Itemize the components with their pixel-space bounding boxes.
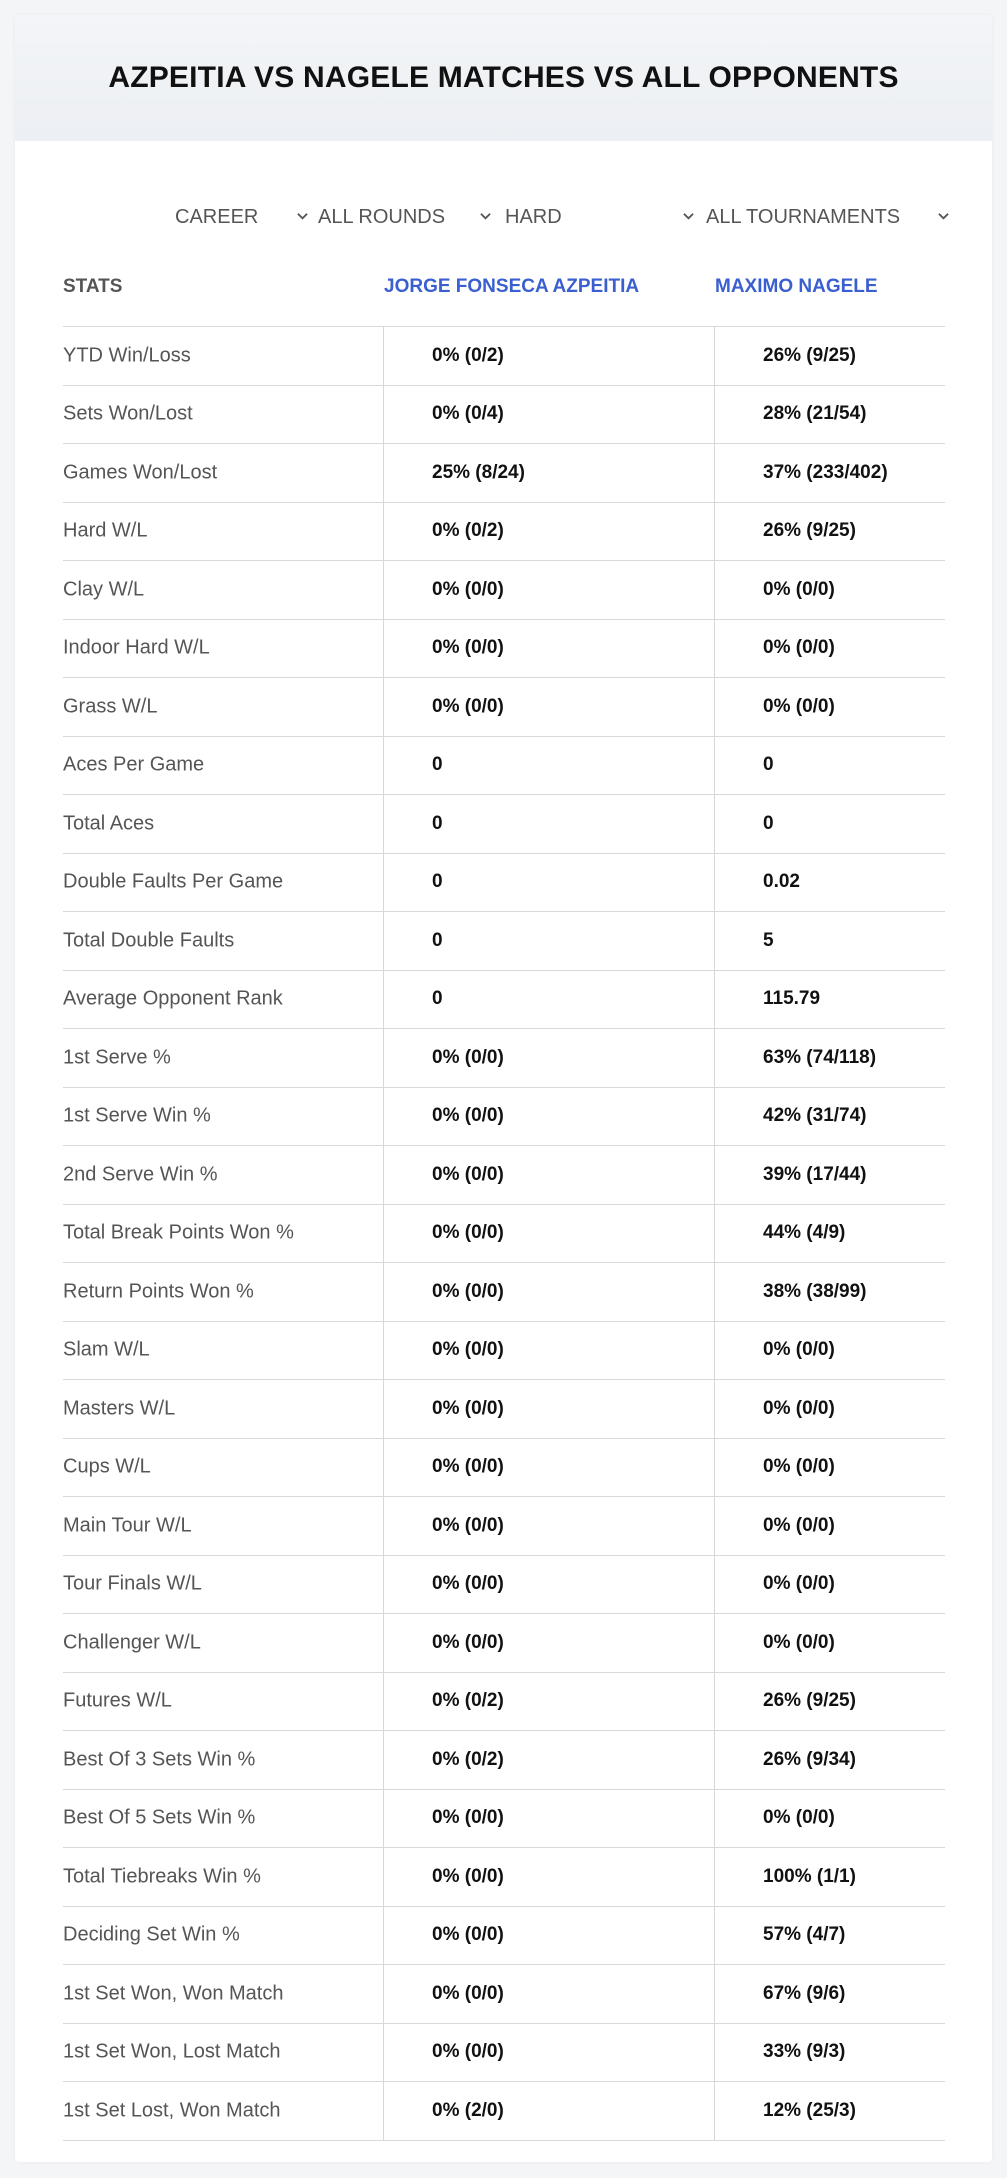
stat-label: 1st Set Won, Won Match (63, 1982, 284, 2005)
column-divider (714, 1029, 715, 1088)
column-divider (714, 1146, 715, 1205)
column-divider (714, 327, 715, 386)
player1-stat-value: 0 (432, 754, 443, 776)
player2-stat-value: 42% (31/74) (763, 1105, 867, 1127)
player1-stat-value: 0% (0/4) (432, 403, 504, 425)
stat-label: Return Points Won % (63, 1280, 254, 1303)
player2-stat-value: 26% (9/25) (763, 344, 856, 366)
chevron-down-icon (297, 211, 308, 222)
player1-stat-value: 0% (0/0) (432, 1046, 504, 1068)
page-header (15, 15, 992, 141)
player1-stat-value: 0% (0/2) (432, 344, 504, 366)
stat-label: Slam W/L (63, 1338, 150, 1361)
column-divider (383, 1848, 384, 1907)
column-divider (383, 1380, 384, 1439)
table-row (63, 1146, 945, 1205)
chevron-down-icon (683, 211, 694, 222)
table-header (63, 247, 945, 327)
column-divider (383, 1556, 384, 1615)
table-row (63, 1556, 945, 1615)
stat-label: Games Won/Lost (63, 461, 218, 484)
player2-stat-value: 115.79 (763, 988, 821, 1010)
player2-stat-value: 0% (0/0) (763, 1573, 835, 1595)
period-select[interactable] (175, 187, 315, 247)
player2-stat-value: 37% (233/402) (763, 461, 888, 483)
column-divider (383, 912, 384, 971)
table-row (63, 912, 945, 971)
player2-stat-value: 0% (0/0) (763, 578, 835, 600)
player2-stat-value: 38% (38/99) (763, 1280, 867, 1302)
column-divider (714, 503, 715, 562)
player2-stat-value: 26% (9/25) (763, 520, 856, 542)
column-divider (383, 1029, 384, 1088)
player2-stat-value: 63% (74/118) (763, 1046, 877, 1068)
player1-stat-value: 25% (8/24) (432, 461, 525, 483)
player2-stat-value: 0 (763, 812, 774, 834)
player1-stat-value: 0% (0/0) (432, 1456, 504, 1478)
table-row (63, 1614, 945, 1673)
column-divider (383, 444, 384, 503)
player1-stat-value: 0% (0/0) (432, 1807, 504, 1829)
table-row (63, 620, 945, 679)
period-select-value: CAREER (175, 205, 259, 228)
table-row (63, 1380, 945, 1439)
table-body (63, 327, 945, 2141)
player1-stat-value: 0% (0/0) (432, 695, 504, 717)
surface-select-value: HARD (505, 205, 562, 228)
player2-stat-value: 0% (0/0) (763, 1339, 835, 1361)
table-row (63, 1322, 945, 1381)
player2-stat-value: 0% (0/0) (763, 1397, 835, 1419)
column-divider (714, 678, 715, 737)
round-select[interactable] (318, 187, 498, 247)
column-divider (714, 1322, 715, 1381)
player1-stat-value: 0% (0/0) (432, 1573, 504, 1595)
column-divider (383, 1907, 384, 1966)
stat-label: Best Of 3 Sets Win % (63, 1748, 256, 1771)
column-divider (383, 971, 384, 1030)
player1-link[interactable]: JORGE FONSECA AZPEITIA (384, 275, 640, 297)
column-divider (714, 444, 715, 503)
stat-label: Total Double Faults (63, 929, 235, 952)
stat-label: 1st Serve Win % (63, 1104, 211, 1127)
player1-stat-value: 0% (0/0) (432, 1280, 504, 1302)
player2-stat-value: 33% (9/3) (763, 2041, 846, 2063)
chevron-down-icon (480, 211, 491, 222)
stat-label: 1st Serve % (63, 1046, 171, 1069)
column-divider (714, 561, 715, 620)
table-row (63, 1088, 945, 1147)
table-row (63, 327, 945, 386)
column-divider (383, 1731, 384, 1790)
player2-stat-value: 0% (0/0) (763, 1456, 835, 1478)
stat-label: Hard W/L (63, 519, 148, 542)
column-divider (383, 854, 384, 913)
column-divider (383, 1614, 384, 1673)
stats-column-header: STATS (63, 275, 123, 297)
player2-stat-value: 0% (0/0) (763, 695, 835, 717)
table-row (63, 503, 945, 562)
player2-stat-value: 28% (21/54) (763, 403, 867, 425)
stat-label: Best Of 5 Sets Win % (63, 1806, 256, 1829)
player1-stat-value: 0% (0/0) (432, 578, 504, 600)
stat-label: 2nd Serve Win % (63, 1163, 218, 1186)
stat-label: Indoor Hard W/L (63, 636, 210, 659)
player1-stat-value: 0% (2/0) (432, 2099, 504, 2121)
column-divider (383, 2024, 384, 2083)
player2-stat-value: 0% (0/0) (763, 1514, 835, 1536)
column-divider (383, 1146, 384, 1205)
column-divider (383, 1790, 384, 1849)
column-divider (714, 1088, 715, 1147)
player2-stat-value: 0.02 (763, 871, 800, 893)
table-row (63, 561, 945, 620)
stats-card (15, 15, 992, 2162)
stat-label: Tour Finals W/L (63, 1572, 202, 1595)
player2-stat-value: 39% (17/44) (763, 1163, 867, 1185)
column-divider (714, 1673, 715, 1732)
player1-stat-value: 0% (0/0) (432, 1631, 504, 1653)
player2-stat-value: 12% (25/3) (763, 2099, 856, 2121)
chevron-down-icon (938, 211, 949, 222)
table-row (63, 737, 945, 796)
column-divider (714, 1439, 715, 1498)
table-row (63, 971, 945, 1030)
column-divider (714, 1848, 715, 1907)
column-divider (714, 2024, 715, 2083)
column-divider (383, 795, 384, 854)
column-divider (383, 1497, 384, 1556)
column-divider (383, 503, 384, 562)
column-divider (383, 1088, 384, 1147)
player2-stat-value: 0 (763, 754, 774, 776)
column-divider (383, 1965, 384, 2024)
column-divider (714, 795, 715, 854)
column-divider (383, 1263, 384, 1322)
table-row (63, 1673, 945, 1732)
table-row (63, 386, 945, 445)
table-row (63, 1497, 945, 1556)
player1-stat-value: 0% (0/2) (432, 520, 504, 542)
stat-label: Aces Per Game (63, 753, 205, 776)
column-divider (714, 1907, 715, 1966)
player2-stat-value: 57% (4/7) (763, 1924, 846, 1946)
player1-stat-value: 0% (0/0) (432, 1982, 504, 2004)
table-row (63, 2082, 945, 2141)
tournament-select[interactable] (706, 187, 956, 247)
stat-label: Total Tiebreaks Win % (63, 1865, 261, 1888)
column-divider (383, 1322, 384, 1381)
column-divider (714, 971, 715, 1030)
column-divider (383, 1205, 384, 1264)
column-divider (383, 620, 384, 679)
player1-stat-value: 0% (0/0) (432, 1397, 504, 1419)
table-row (63, 1731, 945, 1790)
column-divider (714, 912, 715, 971)
column-divider (383, 1673, 384, 1732)
player1-stat-value: 0 (432, 988, 443, 1010)
column-divider (383, 737, 384, 796)
column-divider (714, 1556, 715, 1615)
column-divider (714, 620, 715, 679)
table-row (63, 1029, 945, 1088)
player1-stat-value: 0% (0/0) (432, 1339, 504, 1361)
column-divider (714, 1497, 715, 1556)
stat-label: Average Opponent Rank (63, 987, 283, 1010)
player2-stat-value: 67% (9/6) (763, 1982, 846, 2004)
stat-label: Clay W/L (63, 578, 145, 601)
table-row (63, 1205, 945, 1264)
column-divider (714, 2082, 715, 2141)
table-row (63, 1263, 945, 1322)
table-row (63, 2024, 945, 2083)
stat-label: 1st Set Won, Lost Match (63, 2040, 281, 2063)
column-divider (383, 561, 384, 620)
player1-stat-value: 0% (0/0) (432, 637, 504, 659)
column-divider (714, 1790, 715, 1849)
stat-label: Total Break Points Won % (63, 1221, 294, 1244)
surface-select[interactable] (505, 187, 703, 247)
stat-label: Challenger W/L (63, 1631, 201, 1654)
stat-label: Total Aces (63, 812, 155, 835)
player2-stat-value: 0% (0/0) (763, 637, 835, 659)
table-row (63, 1439, 945, 1498)
stat-label: YTD Win/Loss (63, 344, 191, 367)
column-divider (383, 2082, 384, 2141)
player2-stat-value: 44% (4/9) (763, 1222, 846, 1244)
table-row (63, 678, 945, 737)
column-divider (714, 1614, 715, 1673)
player2-stat-value: 5 (763, 929, 774, 951)
stats-table (63, 247, 945, 2141)
stat-label: Double Faults Per Game (63, 870, 284, 893)
player1-stat-value: 0 (432, 929, 443, 951)
table-row (63, 795, 945, 854)
player1-stat-value: 0% (0/0) (432, 1222, 504, 1244)
table-row (63, 1848, 945, 1907)
stat-label: Main Tour W/L (63, 1514, 192, 1537)
table-row (63, 1907, 945, 1966)
player1-stat-value: 0% (0/0) (432, 1105, 504, 1127)
player1-stat-value: 0% (0/2) (432, 1690, 504, 1712)
column-divider (383, 386, 384, 445)
table-row (63, 1790, 945, 1849)
column-divider (714, 1965, 715, 2024)
column-divider (714, 854, 715, 913)
player1-stat-value: 0% (0/0) (432, 1924, 504, 1946)
player1-stat-value: 0 (432, 871, 443, 893)
player1-stat-value: 0% (0/0) (432, 1163, 504, 1185)
page-title: AZPEITIA VS NAGELE MATCHES VS ALL OPPONENTS (108, 61, 899, 94)
column-divider (383, 1439, 384, 1498)
tournament-select-value: ALL TOURNAMENTS (706, 205, 901, 228)
table-row (63, 1965, 945, 2024)
column-divider (714, 386, 715, 445)
player2-link[interactable]: MAXIMO NAGELE (715, 275, 878, 297)
player2-stat-value: 100% (1/1) (763, 1865, 856, 1887)
player2-stat-value: 26% (9/25) (763, 1690, 856, 1712)
column-divider (383, 327, 384, 386)
filter-bar (15, 187, 992, 247)
stat-label: Cups W/L (63, 1455, 151, 1478)
column-divider (714, 1263, 715, 1322)
column-divider (714, 1731, 715, 1790)
player2-stat-value: 26% (9/34) (763, 1748, 856, 1770)
stat-label: Grass W/L (63, 695, 158, 718)
player1-stat-value: 0% (0/0) (432, 1514, 504, 1536)
stat-label: Deciding Set Win % (63, 1923, 240, 1946)
stat-label: Sets Won/Lost (63, 402, 193, 425)
column-divider (383, 678, 384, 737)
stat-label: Futures W/L (63, 1689, 172, 1712)
player2-stat-value: 0% (0/0) (763, 1631, 835, 1653)
player1-stat-value: 0 (432, 812, 443, 834)
player1-stat-value: 0% (0/2) (432, 1748, 504, 1770)
column-divider (714, 737, 715, 796)
round-select-value: ALL ROUNDS (318, 205, 446, 228)
table-row (63, 854, 945, 913)
table-row (63, 444, 945, 503)
stat-label: Masters W/L (63, 1397, 176, 1420)
column-divider (714, 1205, 715, 1264)
player1-stat-value: 0% (0/0) (432, 2041, 504, 2063)
column-divider (714, 1380, 715, 1439)
player2-stat-value: 0% (0/0) (763, 1807, 835, 1829)
player1-stat-value: 0% (0/0) (432, 1865, 504, 1887)
stat-label: 1st Set Lost, Won Match (63, 2099, 281, 2122)
